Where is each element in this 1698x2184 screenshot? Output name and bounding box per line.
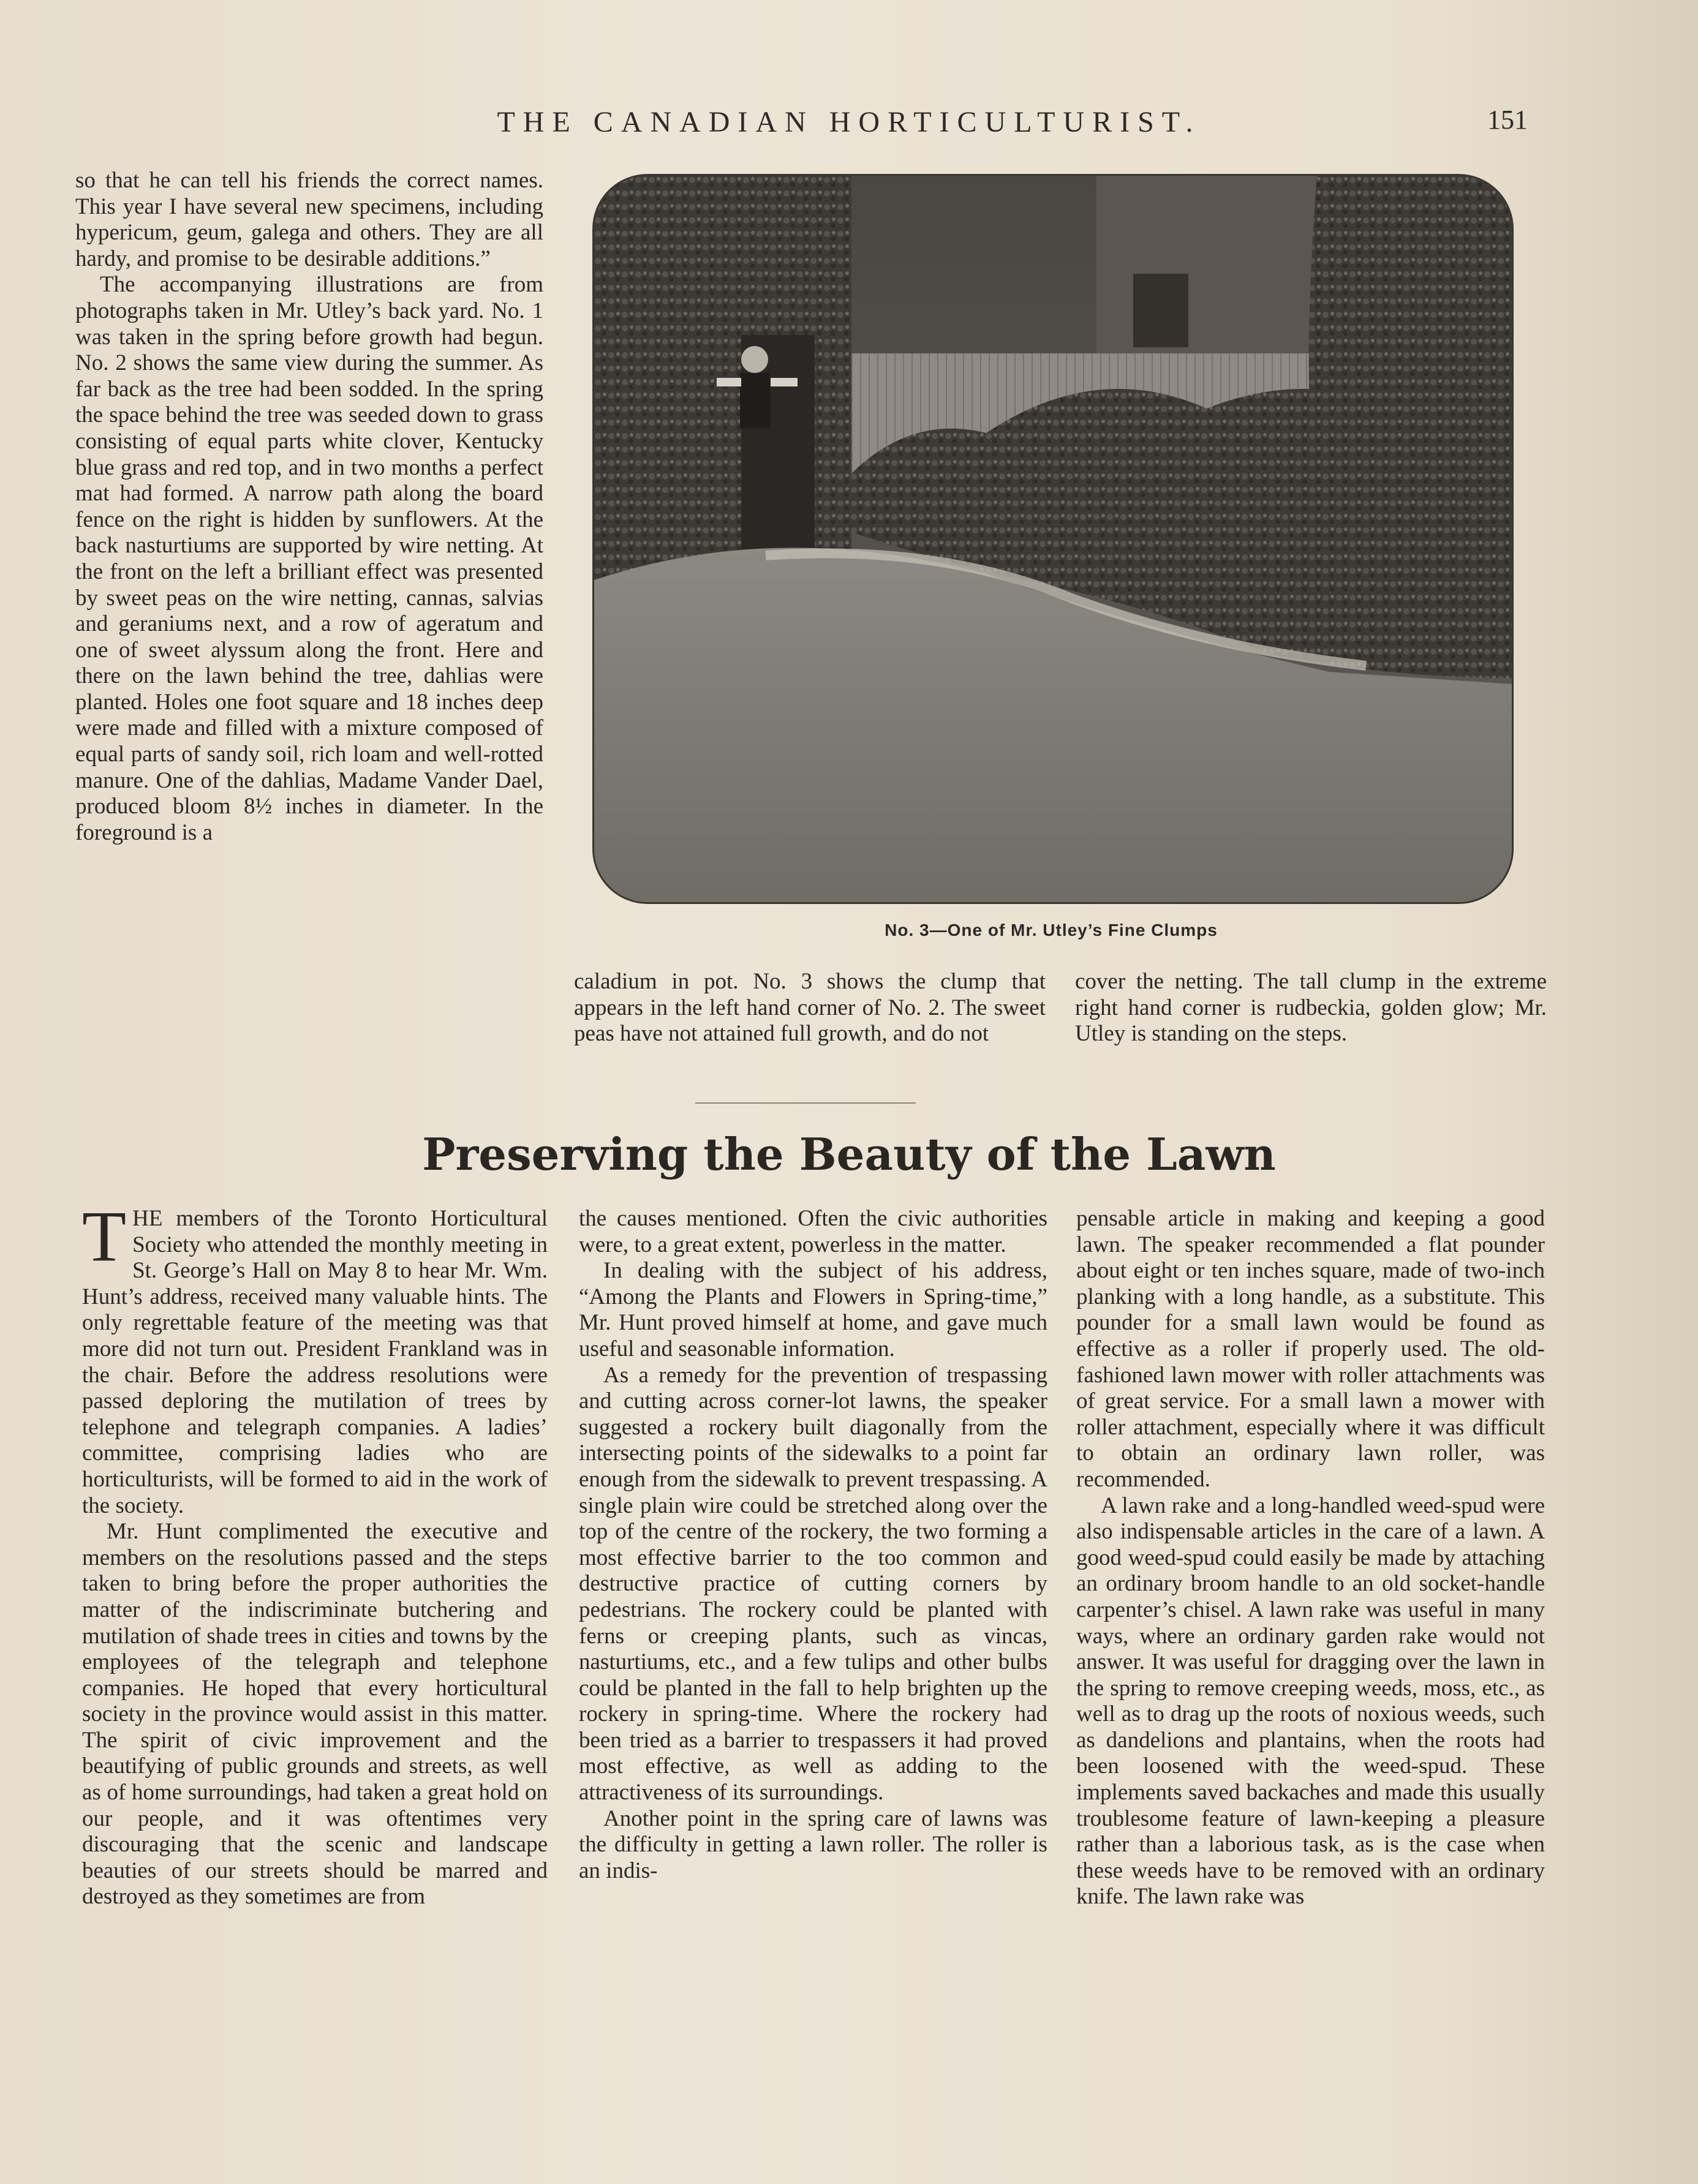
lawn-article-column-2: [579, 1206, 1047, 1884]
paragraph: Mr. Hunt complimented the executive and members on the resolutions passed and the steps taken to bring before the proper authorities the matter of the indiscriminate butchering and mutilation of shade trees in cities and towns by the employees of the telegraph and telephone companies. He hoped that every horticultural society in the province would assist in this matter. The spirit of civic improvement and the beautifying of public grounds and streets, as well as of home surroundings, had taken a great hold on our people, and it was oftentimes very discouraging that the scenic and landscape beauties of our streets should be marred and destroyed as they sometimes are from: [82, 1519, 548, 1910]
garden-photograph: [592, 174, 1514, 904]
figure-caption: No. 3—One of Mr. Utley’s Fine Clumps: [885, 921, 1218, 939]
top-article-column-1: [75, 168, 543, 846]
paragraph: caladium in pot. No. 3 shows the clump that appears in the left hand corner of No. 2. The sweet peas have not attained full growth, and do not: [574, 969, 1046, 1047]
paragraph: cover the netting. The tall clump in the extreme right hand corner is rudbeckia, golden glow; Mr. Utley is standing on the steps.: [1075, 969, 1547, 1047]
paragraph: In dealing with the subject of his address, “Among the Plants and Flowers in Spring-time,” Mr. Hunt proved himself at home, and gave much useful and seasonable information.: [579, 1258, 1047, 1361]
garden-photo-illustration: [594, 176, 1512, 902]
lawn-article-column-1: [82, 1196, 548, 1910]
paragraph: Another point in the spring care of lawns was the difficulty in getting a lawn roller. The roller is an indis-: [579, 1806, 1047, 1883]
paragraph: pensable article in making and keeping a good lawn. The speaker recommended a flat pounder about eight or ten inches square, made of two-inch planking with a long handle, as a substitute. This pounder for a small lawn would be found as effective as a roller if properly used. The old-fashioned lawn mower with roller attachments was of great service. For a small lawn a mower with roller attachment, especially where it was difficult to obtain an ordinary lawn roller, was recommended.: [1076, 1206, 1545, 1492]
article-headline: Preserving the Beauty of the Lawn: [422, 1128, 1276, 1180]
drop-cap: T: [82, 1196, 127, 1276]
top-article-column-2: [574, 969, 1046, 1047]
paragraph: so that he can tell his friends the correct names. This year I have several new specimens, including hypericum, geum, galega and others. They are all hardy, and promise to be desirable additions.”: [75, 168, 543, 271]
paragraph: the causes mentioned. Often the civic authorities were, to a great extent, powerless in the matter.: [579, 1206, 1047, 1257]
top-article-column-3: [1075, 969, 1547, 1047]
paragraph: The accompanying illustrations are from photographs taken in Mr. Utley’s back yard. No. 1 was taken in the spring before growth had begun. No. 2 shows the same view during the summer. As far back as the tree had been sodded. In the spring the space behind the tree was seeded down to grass consisting of equal parts white clover, Kentucky blue grass and red top, and in two months a perfect mat had formed. A narrow path along the board fence on the right is hidden by sunflowers. At the back nasturtiums are supported by wire netting. At the front on the left a brilliant effect was presented by sweet peas on the wire netting, cannas, salvias and geraniums next, and a row of ageratum and one of sweet alyssum along the front. Here and there on the lawn behind the tree, dahlias were planted. Holes one foot square and 18 inches deep were made and filled with a mixture composed of equal parts of sandy soil, rich loam and well-rotted manure. One of the dahlias, Madame Vander Dael, produced bloom 8½ inches in diameter. In the foreground is a: [75, 272, 543, 845]
section-divider: [695, 1102, 916, 1104]
page-number: 151: [1487, 105, 1528, 135]
paragraph: A lawn rake and a long-handled weed-spud were also indispensable articles in the care of a lawn. A good weed-spud could easily be made by attaching an ordinary broom handle to an old socket-handle carpenter’s chisel. A lawn rake was useful in many ways, where an ordinary garden rake would not answer. It was useful for dragging over the lawn in the spring to remove creeping weeds, moss, etc., as well as to drag up the roots of noxious weeds, such as dandelions and plantains, when the roots had been loosened with the weed-spud. These implements saved backaches and made this usually troublesome feature of lawn-keeping a pleasure rather than a laborious task, as is the case when these weeds have to be removed with an ordinary knife. The lawn rake was: [1076, 1493, 1545, 1910]
paragraph: [82, 1196, 548, 1519]
lawn-article-column-3: [1076, 1206, 1545, 1910]
paragraph: As a remedy for the prevention of trespassing and cutting across corner-lot lawns, the speaker suggested a rockery built diagonally from the intersecting points of the sidewalks to a point far enough from the sidewalk to prevent trespassing. A single plain wire could be stretched along over the top of the centre of the rockery, the two forming a most effective barrier to the too common and destructive practice of cutting corners by pedestrians. The rockery could be planted with ferns or creeping plants, such as vincas, nasturtiums, etc., and a few tulips and other bulbs could be planted in the fall to help brighten up the rockery in spring-time. Where the rockery had been tried as a barrier to trespassers it had proved most effective, as well as adding to the attractiveness of its surroundings.: [579, 1362, 1047, 1806]
running-title: THE CANADIAN HORTICULTURIST.: [497, 106, 1201, 138]
paragraph-text: HE members of the Toronto Horticultural Society who attended the monthly meeting in St. George’s Hall on May 8 to hear Mr. Wm. Hunt’s address, received many valuable hints. The only regrettable feature of the meeting was that more did not turn out. President Frankland was in the chair. Before the address resolutions were passed deploring the mutilation of trees by telephone and telegraph companies. A ladies’ committee, comprising ladies who are horticulturists, will be formed to aid in the work of the society.: [82, 1206, 548, 1518]
